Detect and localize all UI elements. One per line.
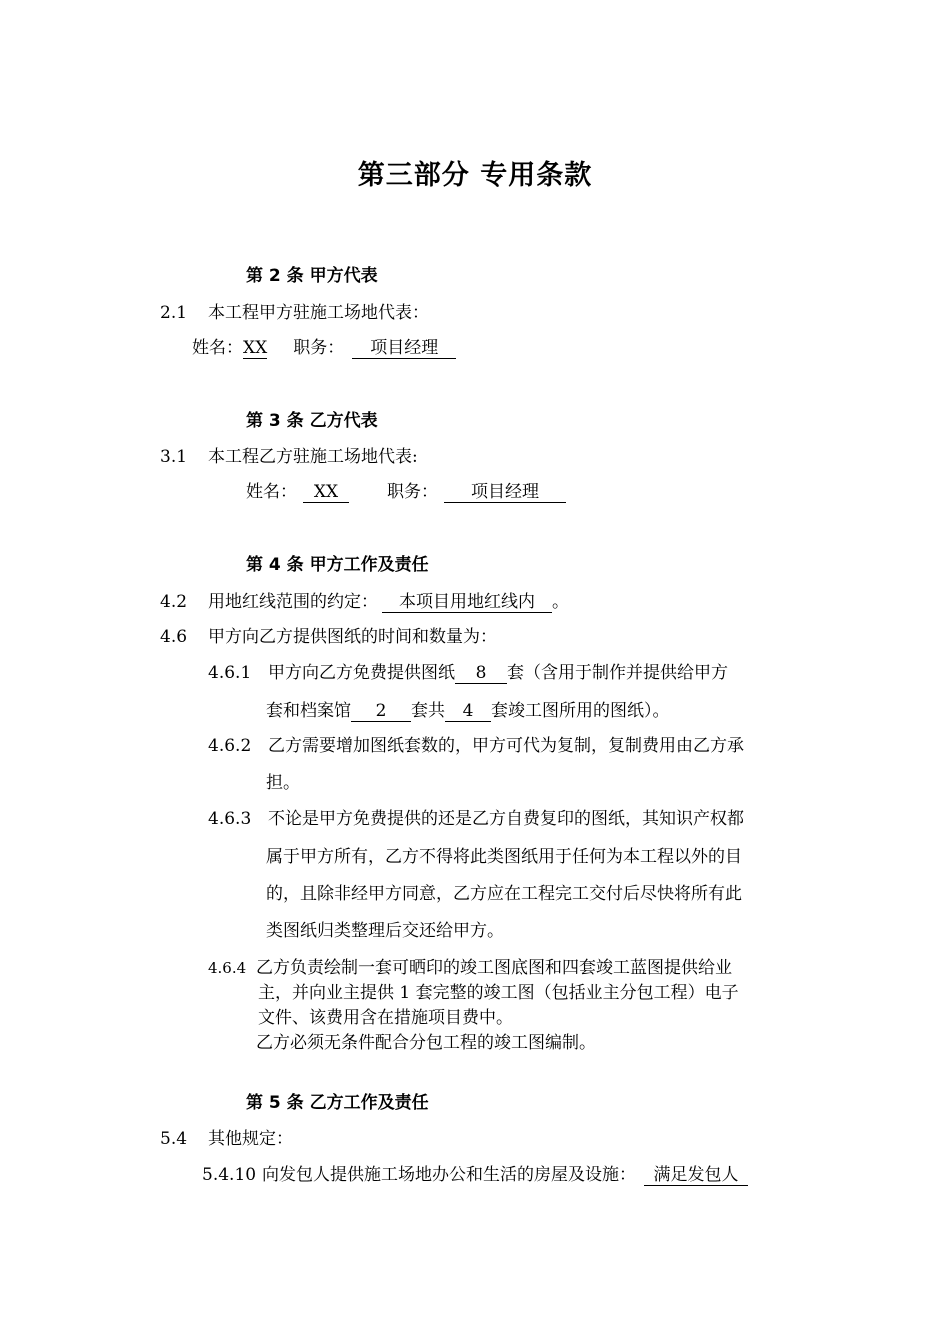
clause-text: 不论是甲方免费提供的还是乙方自费复印的图纸，其知识产权都	[268, 809, 744, 829]
clause-text: 向发包人提供施工场地办公和生活的房屋及设施：	[262, 1165, 636, 1185]
clause-text: 甲方向乙方提供图纸的时间和数量为：	[208, 627, 497, 647]
clause-5-4	[160, 1131, 293, 1148]
clause-text: 本工程乙方驻施工场地代表:	[208, 447, 418, 467]
post-value: 项目经理	[444, 484, 566, 503]
clause-4-6-1-line2	[266, 703, 670, 722]
post-label: 职务：	[293, 338, 345, 358]
clause-text: 套共	[411, 701, 445, 721]
clause-text: 其他规定：	[208, 1129, 293, 1149]
article-5-heading: 第 5 条 乙方工作及责任	[246, 1093, 429, 1113]
clause-4-6-2-line1	[208, 738, 744, 755]
clause-4-6-4-line4: 乙方必须无条件配合分包工程的竣工图编制。	[256, 1033, 596, 1053]
clause-4-6-2-line2: 担。	[266, 773, 300, 793]
office-facilities-value: 满足发包人	[644, 1167, 748, 1186]
article-4-heading: 第 4 条 甲方工作及责任	[246, 555, 429, 575]
clause-4-6-3-line2: 属于甲方所有，乙方不得将此类图纸用于任何为本工程以外的目	[266, 847, 742, 867]
clause-text: 用地红线范围的约定：	[208, 592, 378, 612]
clause-text: 甲方向乙方免费提供图纸	[268, 663, 455, 683]
clause-number: 4.6.1	[208, 663, 252, 683]
name-label: 姓名：	[246, 482, 297, 502]
clause-text: 乙方负责绘制一套可晒印的竣工图底图和四套竣工蓝图提供给业	[256, 958, 732, 978]
rep-b-line	[246, 484, 566, 503]
rep-a-line	[192, 340, 456, 359]
clause-text: 乙方需要增加图纸套数的，甲方可代为复制，复制费用由乙方承	[268, 736, 744, 756]
clause-number: 2.1	[160, 303, 188, 323]
clause-number: 4.6	[160, 627, 188, 647]
clause-4-6-3-line3: 的，且除非经甲方同意，乙方应在工程完工交付后尽快将所有此	[266, 884, 742, 904]
article-2-heading: 第 2 条 甲方代表	[246, 266, 378, 286]
clause-number: 5.4	[160, 1129, 188, 1149]
name-label: 姓名：	[192, 338, 243, 358]
clause-number: 3.1	[160, 447, 188, 467]
clause-number: 4.6.3	[208, 809, 252, 829]
clause-number: 4.2	[160, 592, 188, 612]
clause-4-6	[160, 629, 497, 646]
post-label: 职务：	[387, 482, 438, 502]
clause-4-6-1-line1	[208, 665, 728, 684]
total-sets-value: 4	[445, 703, 491, 722]
clause-5-4-10	[202, 1167, 748, 1186]
clause-4-6-4-line2: 主，并向业主提供 1 套完整的竣工图（包括业主分包工程）电子	[258, 983, 739, 1003]
clause-number: 4.6.4	[208, 959, 247, 977]
clause-text: 本工程甲方驻施工场地代表：	[208, 303, 429, 323]
name-value: XX	[243, 338, 268, 358]
page-title: 第三部分 专用条款	[357, 160, 593, 191]
archive-sets-value: 2	[351, 703, 411, 722]
clause-text: 套竣工图所用的图纸）。	[491, 701, 670, 721]
clause-4-6-4-line1	[208, 960, 732, 977]
clause-4-6-3-line4: 类图纸归类整理后交还给甲方。	[266, 921, 504, 941]
clause-end: 。	[552, 592, 569, 612]
clause-4-6-3-line1	[208, 811, 744, 828]
clause-2-1	[160, 305, 429, 322]
clause-3-1	[160, 449, 418, 466]
red-line-value: 本项目用地红线内	[382, 594, 552, 613]
clause-4-6-4-line3: 文件、该费用含在措施项目费中。	[258, 1008, 513, 1028]
clause-number: 4.6.2	[208, 736, 252, 756]
post-value: 项目经理	[352, 340, 456, 359]
name-value: XX	[303, 484, 349, 503]
clause-text: 套和档案馆	[266, 701, 351, 721]
clause-text: 套（含用于制作并提供给甲方	[507, 663, 728, 683]
article-3-heading: 第 3 条 乙方代表	[246, 411, 378, 431]
clause-number: 5.4.10	[202, 1165, 257, 1185]
drawing-sets-value: 8	[455, 665, 507, 684]
clause-4-2	[160, 594, 569, 613]
